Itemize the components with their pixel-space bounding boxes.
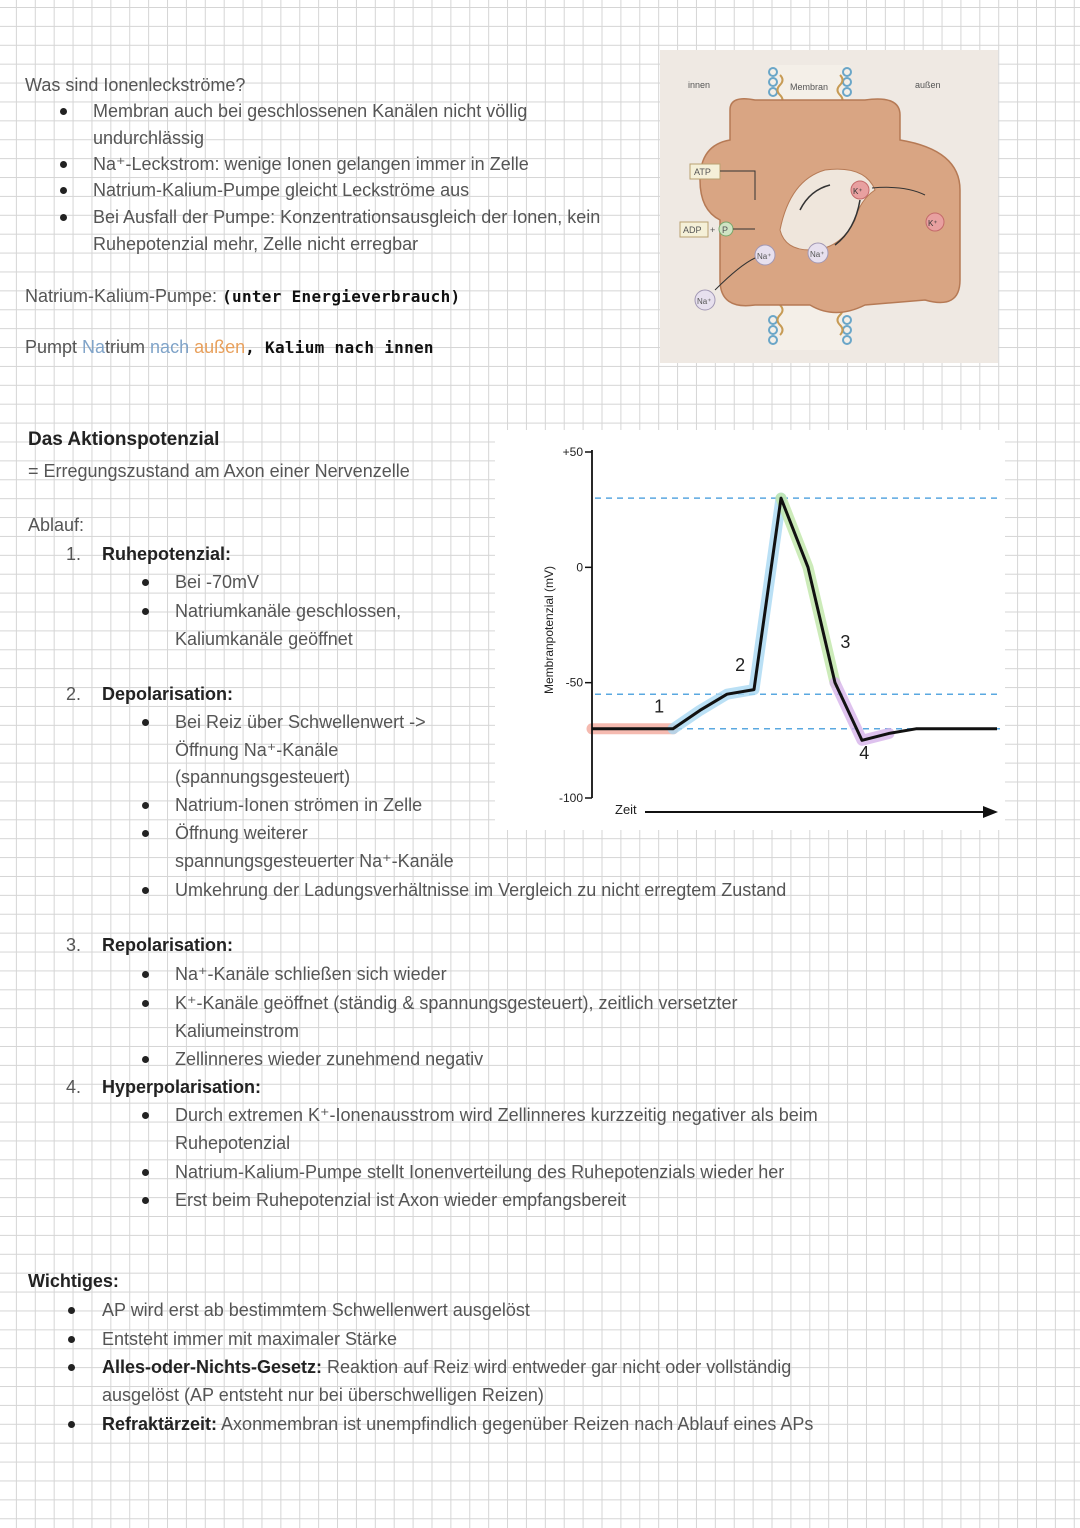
na-ion-label: Na⁺ bbox=[757, 252, 772, 261]
pumpt-na: Na bbox=[82, 337, 106, 357]
step-text: Natriumkanäle geschlossen, bbox=[175, 601, 402, 621]
bullet-dot bbox=[60, 108, 67, 115]
bullet-dot bbox=[142, 830, 149, 837]
pumpt-nach: nach bbox=[150, 337, 195, 357]
bullet-dot bbox=[142, 1000, 149, 1007]
bullet-text: Membran auch bei geschlossenen Kanälen nicht völlig bbox=[93, 101, 528, 121]
action-potential-chart bbox=[495, 430, 1005, 830]
bullet-dot bbox=[68, 1421, 75, 1428]
label-aussen: außen bbox=[915, 80, 941, 90]
pumpt-trium: trium bbox=[105, 337, 151, 357]
section-title: Das Aktionspotenzial bbox=[28, 429, 220, 450]
bullet-dot bbox=[142, 608, 149, 615]
adp-label: ADP bbox=[683, 225, 702, 235]
phase-label: 1 bbox=[654, 696, 665, 717]
bullet-dot bbox=[142, 887, 149, 894]
step-text: Erst beim Ruhepotenzial ist Axon wieder empfangsbereit bbox=[175, 1190, 627, 1210]
ablauf-label: Ablauf: bbox=[28, 515, 85, 535]
step-text: Ruhepotenzial bbox=[175, 1133, 291, 1153]
step-number: 4. bbox=[66, 1077, 82, 1097]
step-text: Öffnung weiterer bbox=[175, 823, 308, 843]
bullet-dot bbox=[142, 802, 149, 809]
step-text: Kaliumeinstrom bbox=[175, 1021, 300, 1041]
phase-label: 3 bbox=[840, 632, 851, 653]
bullet-dot bbox=[142, 1056, 149, 1063]
phase-label: 2 bbox=[735, 655, 746, 676]
y-tick-label: -100 bbox=[558, 791, 583, 805]
label-innen: innen bbox=[688, 80, 711, 90]
pumpt-prefix: Pumpt bbox=[25, 337, 83, 357]
step-text: Öffnung Na⁺-Kanäle bbox=[175, 740, 339, 760]
bullet-dot bbox=[142, 971, 149, 978]
step-title: Hyperpolarisation: bbox=[102, 1077, 262, 1097]
k-ion-label: K⁺ bbox=[853, 187, 863, 196]
pumpt-line bbox=[25, 334, 434, 361]
na-ion-label: Na⁺ bbox=[697, 297, 712, 306]
pump-label: Natrium-Kalium-Pumpe: bbox=[25, 286, 218, 306]
bullet-dot bbox=[142, 1197, 149, 1204]
refractory-term: Refraktärzeit: bbox=[102, 1414, 218, 1434]
step-text: Kaliumkanäle geöffnet bbox=[175, 629, 353, 649]
bullet-text: undurchlässig bbox=[93, 128, 205, 148]
bullet-text: Bei Ausfall der Pumpe: Konzentrationsausgleich der Ionen, kein bbox=[93, 207, 601, 227]
step-text: Natrium-Kalium-Pumpe stellt Ionenverteilung des Ruhepotenzials wieder her bbox=[175, 1162, 785, 1182]
refractory-text: Axonmembran ist unempfindlich gegenüber Reizen nach Ablauf eines APs bbox=[217, 1414, 814, 1434]
wichtiges-text: Entsteht immer mit maximaler Stärke bbox=[102, 1329, 398, 1349]
wichtiges-text bbox=[102, 1411, 813, 1437]
bullet-text: Ruhepotenzial mehr, Zelle nicht erregbar bbox=[93, 234, 419, 254]
bullet-dot bbox=[142, 1169, 149, 1176]
na-ion-label: Na⁺ bbox=[810, 250, 825, 259]
phosphate-label: P bbox=[722, 225, 729, 235]
law-term: Alles-oder-Nichts-Gesetz: bbox=[102, 1357, 323, 1377]
pumpt-aussen: außen bbox=[194, 337, 246, 357]
y-tick-label: 0 bbox=[576, 560, 583, 575]
bullet-dot bbox=[60, 214, 67, 221]
step-text: Bei -70mV bbox=[175, 572, 260, 592]
pumpt-handwritten-note: , Kalium nach innen bbox=[245, 338, 434, 357]
step-text: Durch extremen K⁺-Ionenausstrom wird Zellinneres kurzzeitig negativer als beim bbox=[175, 1105, 818, 1125]
y-axis-label: Membranpotenzial (mV) bbox=[542, 565, 556, 695]
bullet-dot bbox=[142, 579, 149, 586]
label-membran: Membran bbox=[790, 82, 829, 92]
y-tick-label: +50 bbox=[562, 445, 583, 459]
wichtiges-title: Wichtiges: bbox=[28, 1271, 119, 1291]
phase-label: 4 bbox=[859, 742, 870, 763]
step-text: Zellinneres wieder zunehmend negativ bbox=[175, 1049, 484, 1069]
step-text: Umkehrung der Ladungsverhältnisse im Vergleich zu nicht erregtem Zustand bbox=[175, 880, 787, 900]
step-text: Natrium-Ionen strömen in Zelle bbox=[175, 795, 423, 815]
bullet-dot bbox=[68, 1364, 75, 1371]
definition: = Erregungszustand am Axon einer Nervenzelle bbox=[28, 461, 410, 481]
question-heading: Was sind Ionenleckströme? bbox=[25, 75, 246, 95]
step-text: (spannungsgesteuert) bbox=[175, 767, 351, 787]
step-text: K⁺-Kanäle geöffnet (ständig & spannungsgesteuert), zeitlich versetzter bbox=[175, 993, 738, 1013]
y-tick-label: -50 bbox=[565, 675, 583, 690]
step-title: Ruhepotenzial: bbox=[102, 544, 231, 564]
step-title: Depolarisation: bbox=[102, 684, 234, 704]
sodium-potassium-pump-figure bbox=[660, 50, 998, 363]
step-text: Na⁺-Kanäle schließen sich wieder bbox=[175, 964, 447, 984]
step-title: Repolarisation: bbox=[102, 935, 234, 955]
bullet-dot bbox=[68, 1336, 75, 1343]
bullet-dot bbox=[60, 187, 67, 194]
bullet-dot bbox=[142, 719, 149, 726]
law-text: Reaktion auf Reiz wird entweder gar nicht oder vollständig bbox=[322, 1357, 792, 1377]
step-text: spannungsgesteuerter Na⁺-Kanäle bbox=[175, 851, 454, 871]
step-number: 3. bbox=[66, 935, 82, 955]
step-number: 2. bbox=[66, 684, 82, 704]
bullet-dot bbox=[142, 1112, 149, 1119]
bullet-dot bbox=[60, 161, 67, 168]
bullet-dot bbox=[68, 1307, 75, 1314]
step-number: 1. bbox=[66, 544, 82, 564]
pump-line bbox=[25, 283, 460, 310]
atp-label: ATP bbox=[694, 167, 711, 177]
wichtiges-text: ausgelöst (AP entsteht nur bei überschwelligen Reizen) bbox=[102, 1385, 544, 1405]
k-ion-label: K⁺ bbox=[928, 219, 938, 228]
x-axis-label: Zeit bbox=[615, 802, 637, 817]
bullet-text: Na⁺-Leckstrom: wenige Ionen gelangen immer in Zelle bbox=[93, 154, 529, 174]
bullet-text: Natrium-Kalium-Pumpe gleicht Leckströme aus bbox=[93, 180, 470, 200]
plus-label: + bbox=[710, 225, 716, 235]
step-text: Bei Reiz über Schwellenwert -> bbox=[175, 712, 426, 732]
pump-handwritten-note: (unter Energieverbrauch) bbox=[222, 287, 461, 306]
wichtiges-text: AP wird erst ab bestimmtem Schwellenwert ausgelöst bbox=[102, 1300, 530, 1320]
wichtiges-text bbox=[102, 1354, 791, 1380]
